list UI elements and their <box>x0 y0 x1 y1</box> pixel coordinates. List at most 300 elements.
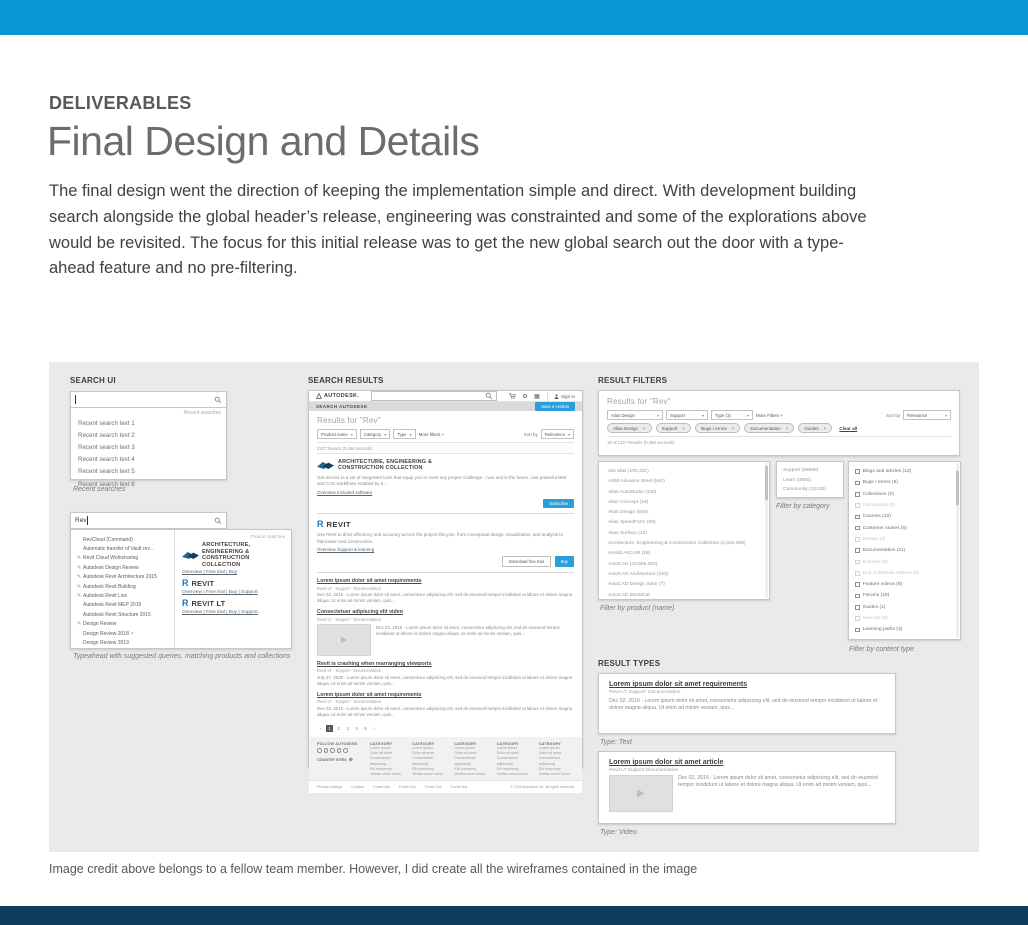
chevron-down-icon: ▾ <box>567 431 570 437</box>
intro-paragraph: The final design went the direction of keeping the implementation simple and direct. With development building search alongside the global header’s release, engineering was constrainted and some of the explorations above would be revisited. The focus for this initial release was to get the new global search out the door with a type-ahead feature and no pre-filtering. <box>49 182 867 278</box>
checkbox[interactable] <box>855 616 860 621</box>
chevron-down-icon: ▾ <box>746 412 749 418</box>
revit-logo-icon: R <box>182 578 189 589</box>
result-title-link[interactable]: Consectetuer adipiscing elit video <box>317 609 403 616</box>
social-icon[interactable] <box>330 748 335 753</box>
typeahead-suggestion[interactable] <box>77 582 174 591</box>
legal-link[interactable]: Footer link <box>373 785 390 790</box>
product-links[interactable]: Overview | Free trial | Buy | Support <box>182 610 258 616</box>
section-kicker: DELIVERABLES <box>49 93 192 113</box>
pagination <box>317 725 574 732</box>
typeahead-suggestion[interactable] <box>77 554 174 563</box>
result-snippet: Dec 02, 2016 - Lorem ipsum dolor sit amet, consectetur adipiscing elit, sed do eiusmod tempor incididunt ut labore et dolore magna aliqua. Ut enim ad minim veniam, quis... <box>609 697 878 711</box>
filter-row <box>607 410 951 420</box>
typeahead-dropdown <box>70 529 292 649</box>
aec-links[interactable]: Overview Included software <box>317 490 373 496</box>
suggestion-label: Autodesk Revit Architecture 2015 <box>83 574 157 581</box>
search-results-wireframe <box>308 390 583 790</box>
copyright: © 2020 Autodesk Inc. All rights reserved <box>510 785 574 790</box>
revit-actions <box>317 556 574 567</box>
revit-logo-icon: R <box>317 519 324 530</box>
footer-link[interactable]: Dolor sit amet <box>370 751 393 756</box>
product-links[interactable]: Overview | Free trial | Buy <box>182 570 238 576</box>
caption-filter-content-type: Filter by content type <box>849 646 914 653</box>
content-type-option[interactable] <box>855 522 954 533</box>
content-type-label: E-books (0) <box>862 559 888 565</box>
result-type-text-card <box>598 673 896 734</box>
result-snippet: Dec 02, 2016 - Lorem ipsum dolor sit amet, consectetur adipiscing elit, sed do eiusmod tempor incididunt ut labore et dolore magna aliqua. Ut enim ad minim veniam, quis... <box>317 592 573 604</box>
content-type-option[interactable] <box>855 466 954 477</box>
footer-link[interactable]: Veritas unum lorem <box>412 771 444 776</box>
filter-chip[interactable] <box>798 423 832 433</box>
section-label-search-ui: SEARCH UI <box>70 376 116 385</box>
product-match-revit-lt[interactable] <box>182 599 285 608</box>
page-button[interactable]: 4 <box>355 725 358 731</box>
scrollbar[interactable] <box>765 463 768 598</box>
filter-chip[interactable] <box>695 423 740 433</box>
result-title-link[interactable]: Lorem ipsum dolor sit amet article <box>609 759 724 766</box>
aec-actions <box>317 499 574 508</box>
clear-all-link[interactable]: Clear all <box>839 425 858 431</box>
footer-link[interactable]: Lorem ipsum <box>496 745 518 750</box>
buy-button[interactable]: Buy <box>555 556 574 567</box>
product-filter-option[interactable]: AutoCAD Architecture (152) <box>608 571 669 577</box>
content-type-label: Learning paths (3) <box>862 627 903 633</box>
chip-close-icon[interactable]: × <box>682 425 686 431</box>
save-version-button[interactable]: Save a version <box>535 402 575 411</box>
more-filters-link[interactable]: More filters + <box>418 431 445 437</box>
checkbox[interactable] <box>855 571 860 576</box>
search-icon[interactable] <box>485 392 493 400</box>
revit-logo-icon: R <box>182 598 189 609</box>
footer-link[interactable]: Consectetuer adipiscing <box>538 756 561 766</box>
globe-icon: ⊕ <box>348 757 353 764</box>
product-links[interactable]: Overview | Free trial | Buy | Support <box>182 590 258 596</box>
divider <box>317 572 574 573</box>
content-type-label: Courses (10) <box>862 514 891 520</box>
footer-link[interactable]: Dolor sit amet <box>538 751 561 756</box>
chevron-down-icon: ▾ <box>701 412 704 418</box>
subscribe-button[interactable]: Subscribe <box>543 499 574 508</box>
result-type-video-card <box>598 751 896 824</box>
footer-link[interactable]: Lorem ipsum <box>412 745 433 750</box>
product-filter-option[interactable]: Alias AutoStudio (332) <box>608 489 657 495</box>
legal-link[interactable]: Footer link <box>398 785 416 790</box>
footer-link[interactable]: Elit nonummy <box>370 766 392 771</box>
filter-chip[interactable] <box>607 423 652 433</box>
autodesk-logo[interactable] <box>316 393 359 399</box>
edit-icon: ✎ <box>77 574 82 581</box>
section-label-result-filters: RESULT FILTERS <box>598 376 668 385</box>
footer-category-column <box>539 742 574 777</box>
footer-link[interactable]: Dolor sit amet <box>496 751 519 756</box>
text-result-item[interactable] <box>317 578 574 604</box>
footer-link[interactable]: Dolor sit amet <box>454 751 477 756</box>
social-icons <box>317 748 363 753</box>
chevron-down-icon: ▾ <box>384 431 387 437</box>
revit-name: REVIT <box>326 520 351 530</box>
product-filter-option[interactable]: AutoCAD Electrical <box>608 592 650 598</box>
content-type-label: Documentation (11) <box>862 548 906 554</box>
content-type-label: Bugs / errors (6) <box>862 480 898 486</box>
suggestion-label: Design Review <box>83 621 117 628</box>
social-icon[interactable] <box>337 748 342 753</box>
logo-text: AUTODESK. <box>324 393 360 399</box>
bottom-accent-bar <box>0 906 1028 925</box>
product-filter-option[interactable]: A360 Advance Steel (540) <box>608 479 665 485</box>
content-type-label: How-tos (0) <box>862 616 888 621</box>
page-title: Final Design and Details <box>47 118 480 164</box>
checkbox[interactable] <box>855 628 860 633</box>
suggestion-label: Autodesk Revit Structure 2015 <box>83 611 151 618</box>
chip-label: Support <box>661 425 678 431</box>
product-filter-option[interactable]: Alias Design (590) <box>608 510 648 516</box>
legal-link[interactable]: Footer link <box>424 785 442 790</box>
content-type-option[interactable] <box>855 545 954 556</box>
content-type-option[interactable] <box>855 613 954 624</box>
suggestion-label: Automatic transfer of Vault rev... <box>83 546 154 553</box>
gear-icon[interactable]: ⚙ <box>522 393 528 400</box>
suggestion-label: RevCloud (Command) <box>83 536 133 543</box>
suggestion-label: Revit Cloud Worksharing <box>83 555 139 562</box>
page-button[interactable]: 5 <box>364 725 367 731</box>
content-type-option[interactable] <box>855 602 954 613</box>
content-type-option[interactable] <box>855 477 954 488</box>
follow-autodesk-label: FOLLOW AUTODESK <box>317 741 358 746</box>
checkbox[interactable] <box>855 548 860 553</box>
result-snippet: Dec 02, 2016 - Lorem ipsum dolor sit amet, consectetur adipiscing elit, sed do eiusmod tempor incididunt ut labore et dolore magna aliqua. Ut enim ad minim veniam, quis... <box>317 705 573 717</box>
content-type-option[interactable] <box>855 624 954 635</box>
site-footer <box>309 737 582 780</box>
chevron-down-icon: ▾ <box>656 412 659 418</box>
checkbox[interactable] <box>855 492 860 497</box>
country-sites-label: COUNTRY SITES <box>317 758 347 763</box>
footer-link[interactable]: Consectetuer adipiscing <box>412 756 434 766</box>
filter-chip[interactable] <box>744 423 794 433</box>
type-dropdown[interactable]: Type ▾ <box>393 429 415 439</box>
text-caret <box>75 395 76 404</box>
suggestion-label: Autodesk Revit Building <box>83 583 136 590</box>
scrollbar[interactable] <box>956 463 959 638</box>
aec-collection-icon <box>182 550 199 561</box>
typeahead-suggestion-list <box>71 530 175 648</box>
results-body <box>309 411 582 793</box>
category-filter-option[interactable]: Support (99999) <box>783 468 819 473</box>
result-snippet: July 27, 2020 - Lorem ipsum dolor sit amet, consectetur adipiscing elit, sed do eiusmod tempor incididunt ut labore et dolore magna aliqua. Ut enim ad minim veniam, quis... <box>317 674 573 686</box>
social-icon[interactable] <box>324 748 329 753</box>
content-type-option[interactable] <box>855 568 954 579</box>
result-snippet: Dec 02, 2016 - Lorem ipsum dolor sit amet, consectetur adipiscing elit, sed do eiusmod tempor incididunt ut labore et dolore magna aliqua. Ut enim ad minim veniam, quis... <box>678 775 878 789</box>
video-thumbnail[interactable] <box>317 624 371 656</box>
result-meta: Revit LT: Support: Documentation <box>609 690 681 695</box>
content-type-label: Demos (0) <box>862 536 886 542</box>
section-label-result-types: RESULT TYPES <box>598 659 661 668</box>
type-dropdown[interactable]: Type (3) ▾ <box>711 410 753 420</box>
filter-row <box>317 429 574 439</box>
content-type-option[interactable] <box>855 489 954 500</box>
search-icon[interactable] <box>214 517 222 525</box>
footer-link[interactable]: Veritas unum lorem <box>496 771 528 776</box>
checkbox[interactable] <box>855 481 860 486</box>
sort-by-label: Sort by <box>886 412 900 418</box>
edit-icon: ✎ <box>77 621 82 628</box>
revit-description: Use Revit to drive efficiency and accuracy across the project lifecycle, from conceptual design, visualization, and analysis to fabrication and construction. <box>317 532 564 544</box>
category-filter-option[interactable]: Community (12120) <box>783 487 826 493</box>
edit-icon: ✎ <box>77 555 82 562</box>
edit-icon: ✎ <box>77 593 82 600</box>
footer-link[interactable]: Veritas unum lorem <box>454 771 486 776</box>
content-type-label: Feature videos (8) <box>862 582 903 588</box>
footer-link[interactable]: Veritas unum lorem <box>370 771 401 776</box>
product-filter-option[interactable]: Alias Concept (19) <box>608 499 649 505</box>
content-type-label: Guides (1) <box>862 604 886 610</box>
result-filters-wireframe <box>598 390 960 456</box>
wireframes-panel <box>49 362 979 852</box>
social-icon[interactable] <box>317 748 322 753</box>
content-type-label: Blogs and articles (12) <box>862 469 912 475</box>
caption-filter-product: Filter by product (name) <box>600 605 675 612</box>
footer-category-column <box>497 742 532 777</box>
person-icon <box>554 394 559 399</box>
chip-close-icon[interactable]: × <box>785 425 789 431</box>
results-count: 3127 Results (0.456 seconds) <box>317 442 574 454</box>
play-icon: ▶ <box>637 788 645 799</box>
divider <box>547 392 548 401</box>
recent-search-item[interactable]: Recent search text 2 <box>78 431 135 439</box>
product-filter-option[interactable]: AutoCAD (43,956,303) <box>608 561 658 567</box>
category-filter-option[interactable]: Learn (3945) <box>783 477 812 483</box>
active-filter-chips <box>607 423 951 433</box>
product-filter-option[interactable]: Alias SpeedForm (99) <box>608 520 656 526</box>
results-count: 18 of 1127 Results (0.456 seconds) <box>607 436 951 445</box>
search-autodesk-bar <box>309 402 582 411</box>
results-for-heading: Results for "Rev" <box>317 416 381 425</box>
typeahead-suggestion[interactable] <box>77 563 174 572</box>
chip-label: Documentation <box>750 425 781 431</box>
content-type-option[interactable] <box>855 500 954 511</box>
sort-dropdown[interactable]: Relevance ▾ <box>903 410 951 420</box>
footer-link[interactable]: Lorem ipsum <box>538 745 560 750</box>
download-trial-button[interactable]: Download free trial <box>502 556 551 567</box>
category-dropdown[interactable]: Category ▾ <box>360 429 390 439</box>
chevron-down-icon: ▾ <box>409 431 412 437</box>
play-icon: ▶ <box>340 635 348 645</box>
product-filter-option[interactable]: AutoCAD Design Suite (7) <box>608 582 665 588</box>
chip-close-icon[interactable]: × <box>823 425 827 431</box>
sort-by-label: Sort by <box>523 431 538 437</box>
caption-type-text: Type: Text <box>600 739 632 746</box>
legal-link[interactable]: Cookies <box>351 785 365 790</box>
chip-close-icon[interactable]: × <box>643 425 646 431</box>
typeahead-suggestion[interactable] <box>77 544 174 553</box>
footer-category-header: CATEGORY <box>412 741 435 746</box>
checkbox[interactable] <box>855 526 860 531</box>
recent-search-item[interactable]: Recent search text 1 <box>78 419 135 427</box>
result-snippet: Dec 02, 2016 - Lorem ipsum dolor sit amet, consectetur adipiscing elit, sed do eiusmod tempor incididunt ut labore et dolore magna aliqua. Ut enim ad minim veniam, quis... <box>376 625 561 637</box>
video-result-item[interactable] <box>317 609 574 656</box>
product-match-revit[interactable] <box>182 579 285 588</box>
edit-icon: ✎ <box>77 583 82 590</box>
product-name: REVIT <box>191 578 215 588</box>
page-button[interactable]: 3 <box>346 725 349 731</box>
text-caret <box>87 516 88 525</box>
recent-search-item[interactable]: Recent search text 4 <box>78 456 135 464</box>
product-filter-option[interactable]: 3ds Max (100,321) <box>608 469 649 474</box>
caption-type-video: Type: Video <box>600 829 637 836</box>
suggestion-label: Design Review 2019 <box>83 639 129 646</box>
page-button[interactable]: › <box>373 725 376 731</box>
checkbox[interactable] <box>855 537 860 542</box>
typeahead-suggestion[interactable] <box>77 573 174 582</box>
footer-link[interactable]: Lorem ipsum <box>370 745 391 750</box>
product-match-aec[interactable] <box>182 542 285 568</box>
page-button[interactable]: 2 <box>337 725 340 731</box>
result-meta: Revit LT · Support · Documentation <box>317 668 382 674</box>
text-result-item[interactable] <box>317 661 574 687</box>
filter-by-category-list <box>776 461 844 498</box>
content-type-option[interactable] <box>855 590 954 601</box>
checkbox[interactable] <box>855 469 860 474</box>
footer-category-column <box>454 742 489 777</box>
footer-category-header: CATEGORY <box>496 741 519 746</box>
content-type-option[interactable] <box>855 511 954 522</box>
chip-close-icon[interactable]: × <box>731 425 735 431</box>
footer-link[interactable]: Consectetuer adipiscing <box>496 756 518 766</box>
chip-label: Guides <box>804 425 819 431</box>
typeahead-suggestion[interactable] <box>77 535 174 544</box>
footer-legal-row <box>309 780 582 793</box>
page-button[interactable]: ‹ <box>319 725 322 731</box>
footer-link[interactable]: Veritas unum lorem <box>538 771 570 776</box>
more-filters-link[interactable]: More Filters + <box>756 412 783 418</box>
filter-by-product-list <box>598 461 770 600</box>
recent-searches-list <box>71 417 226 490</box>
alias-design-dropdown[interactable]: Alias Design ▾ <box>607 410 663 420</box>
autodesk-mark-icon <box>316 393 322 399</box>
search-icon[interactable] <box>214 396 222 404</box>
footer-link[interactable]: Elit nonummy <box>412 766 434 771</box>
image-credit: Image credit above belongs to a fellow team member. However, I did create all the wireframes contained in the image <box>49 862 698 876</box>
query-text: Rev <box>75 517 87 524</box>
page-button[interactable]: 1 <box>326 725 333 732</box>
typeahead-suggestion[interactable] <box>77 610 174 619</box>
typeahead-suggestion[interactable] <box>77 591 174 600</box>
filter-chip[interactable] <box>656 423 691 433</box>
footer-category-header: CATEGORY <box>538 741 561 746</box>
recent-searches-header: Recent searches <box>183 410 221 416</box>
product-name-dropdown[interactable]: Product name ▾ <box>317 429 357 439</box>
checkbox[interactable] <box>855 582 860 587</box>
search-autodesk-label: SEARCH AUTODESK <box>316 404 368 409</box>
footer-link[interactable]: Elit nonummy <box>538 766 561 771</box>
footer-link[interactable]: Lorem ipsum <box>454 745 476 750</box>
content-type-label: Commands (0) <box>862 503 895 509</box>
global-search-input[interactable] <box>371 391 497 401</box>
result-title-link[interactable]: Lorem ipsum dolor sit amet requirements <box>609 681 748 688</box>
typeahead-suggestion[interactable] <box>77 601 174 610</box>
caption-filter-category: Filter by category <box>776 503 830 510</box>
grid-menu-icon[interactable]: ▦ <box>534 393 540 400</box>
content-type-option[interactable] <box>855 534 954 545</box>
content-type-label: Forums (19) <box>862 593 890 599</box>
chevron-down-icon: ▾ <box>944 412 947 418</box>
sort-dropdown[interactable]: Relevance ▾ <box>541 429 574 439</box>
recent-search-item[interactable]: Recent search text 6 <box>78 480 135 488</box>
result-title-link[interactable]: Revit is crashing when rearranging viewports <box>317 660 432 667</box>
result-title-link[interactable]: Lorem ipsum dolor sit amet requirements <box>317 691 422 698</box>
product-filter-option[interactable]: Arnold ArtCAM (18) <box>608 551 651 557</box>
top-accent-bar <box>0 0 1028 35</box>
recent-search-item[interactable]: Recent search text 5 <box>78 468 135 476</box>
aec-result-header[interactable] <box>317 459 574 472</box>
chevron-down-icon: ▾ <box>350 431 353 437</box>
typeahead-suggestion[interactable] <box>77 638 174 647</box>
product-matches-column <box>175 530 291 648</box>
divider <box>317 513 574 514</box>
typeahead-suggestion[interactable] <box>77 629 174 638</box>
footer-category-header: CATEGORY <box>454 741 477 746</box>
footer-link[interactable]: Elit nonummy <box>496 766 519 771</box>
revit-result-header[interactable] <box>317 520 574 529</box>
country-sites[interactable] <box>317 757 363 763</box>
result-meta: Revit LT Support Documentation <box>609 768 679 773</box>
content-type-option[interactable] <box>855 556 954 567</box>
video-thumbnail[interactable] <box>609 775 673 812</box>
footer-link[interactable]: Consectetuer adipiscing <box>454 756 476 766</box>
product-filter-option[interactable]: Architecture, Engineering & Construction Collection (2,345,359) <box>608 541 746 547</box>
edit-icon: ✎ <box>77 564 82 571</box>
checkbox[interactable] <box>855 503 860 508</box>
typeahead-search-input[interactable] <box>70 512 227 529</box>
content-type-label: End of life/sale notices (0) <box>862 570 919 576</box>
footer-category-column <box>412 742 447 777</box>
suggestion-label: Autodesk Design Review <box>83 564 139 571</box>
cart-icon[interactable] <box>509 392 517 400</box>
aec-description: Get access to a set of integrated tools that equip you to meet any project challenge - now and in the future. Use powerful BIM and CAD workflows enabled by a ... <box>317 474 567 487</box>
product-filter-option[interactable]: Alias Surface (12) <box>608 530 647 536</box>
section-label-search-results: SEARCH RESULTS <box>308 376 384 385</box>
product-name: REVIT LT <box>191 598 226 608</box>
legal-link[interactable]: Footer link <box>450 785 468 790</box>
footer-follow-column <box>317 742 363 777</box>
footer-category-column <box>370 742 405 777</box>
footer-link[interactable]: Elit nonummy <box>454 766 477 771</box>
external-link-icon: ↗ <box>129 630 134 636</box>
sign-in-button[interactable] <box>554 394 575 399</box>
support-dropdown[interactable]: Support ▾ <box>666 410 708 420</box>
sign-in-label: Sign in <box>560 393 575 399</box>
revit-links[interactable]: Overview Support & learning <box>317 547 375 553</box>
checkbox[interactable] <box>855 594 860 599</box>
aec-title: ARCHITECTURE, ENGINEERING & CONSTRUCTION COLLECTION <box>338 459 433 472</box>
footer-link[interactable]: Dolor sit amet <box>412 751 435 756</box>
content-type-option[interactable] <box>855 579 954 590</box>
suggestion-label: Autodesk Revit MEP 2015 <box>83 602 142 609</box>
legal-link[interactable]: Privacy settings <box>317 785 343 790</box>
checkbox[interactable] <box>855 515 860 520</box>
recent-search-item[interactable]: Recent search text 3 <box>78 443 135 451</box>
typeahead-suggestion[interactable] <box>77 620 174 629</box>
result-title-link[interactable]: Lorem ipsum dolor sit amet requirements <box>317 578 422 585</box>
checkbox[interactable] <box>855 605 860 610</box>
text-result-item[interactable] <box>317 692 574 718</box>
footer-link[interactable]: Consectetuer adipiscing <box>370 756 392 766</box>
search-input[interactable] <box>71 392 226 408</box>
checkbox[interactable] <box>855 560 860 565</box>
social-icon[interactable] <box>343 748 348 753</box>
caption-recent-searches: Recent searches <box>73 486 126 493</box>
filter-by-content-type-list <box>848 461 961 640</box>
